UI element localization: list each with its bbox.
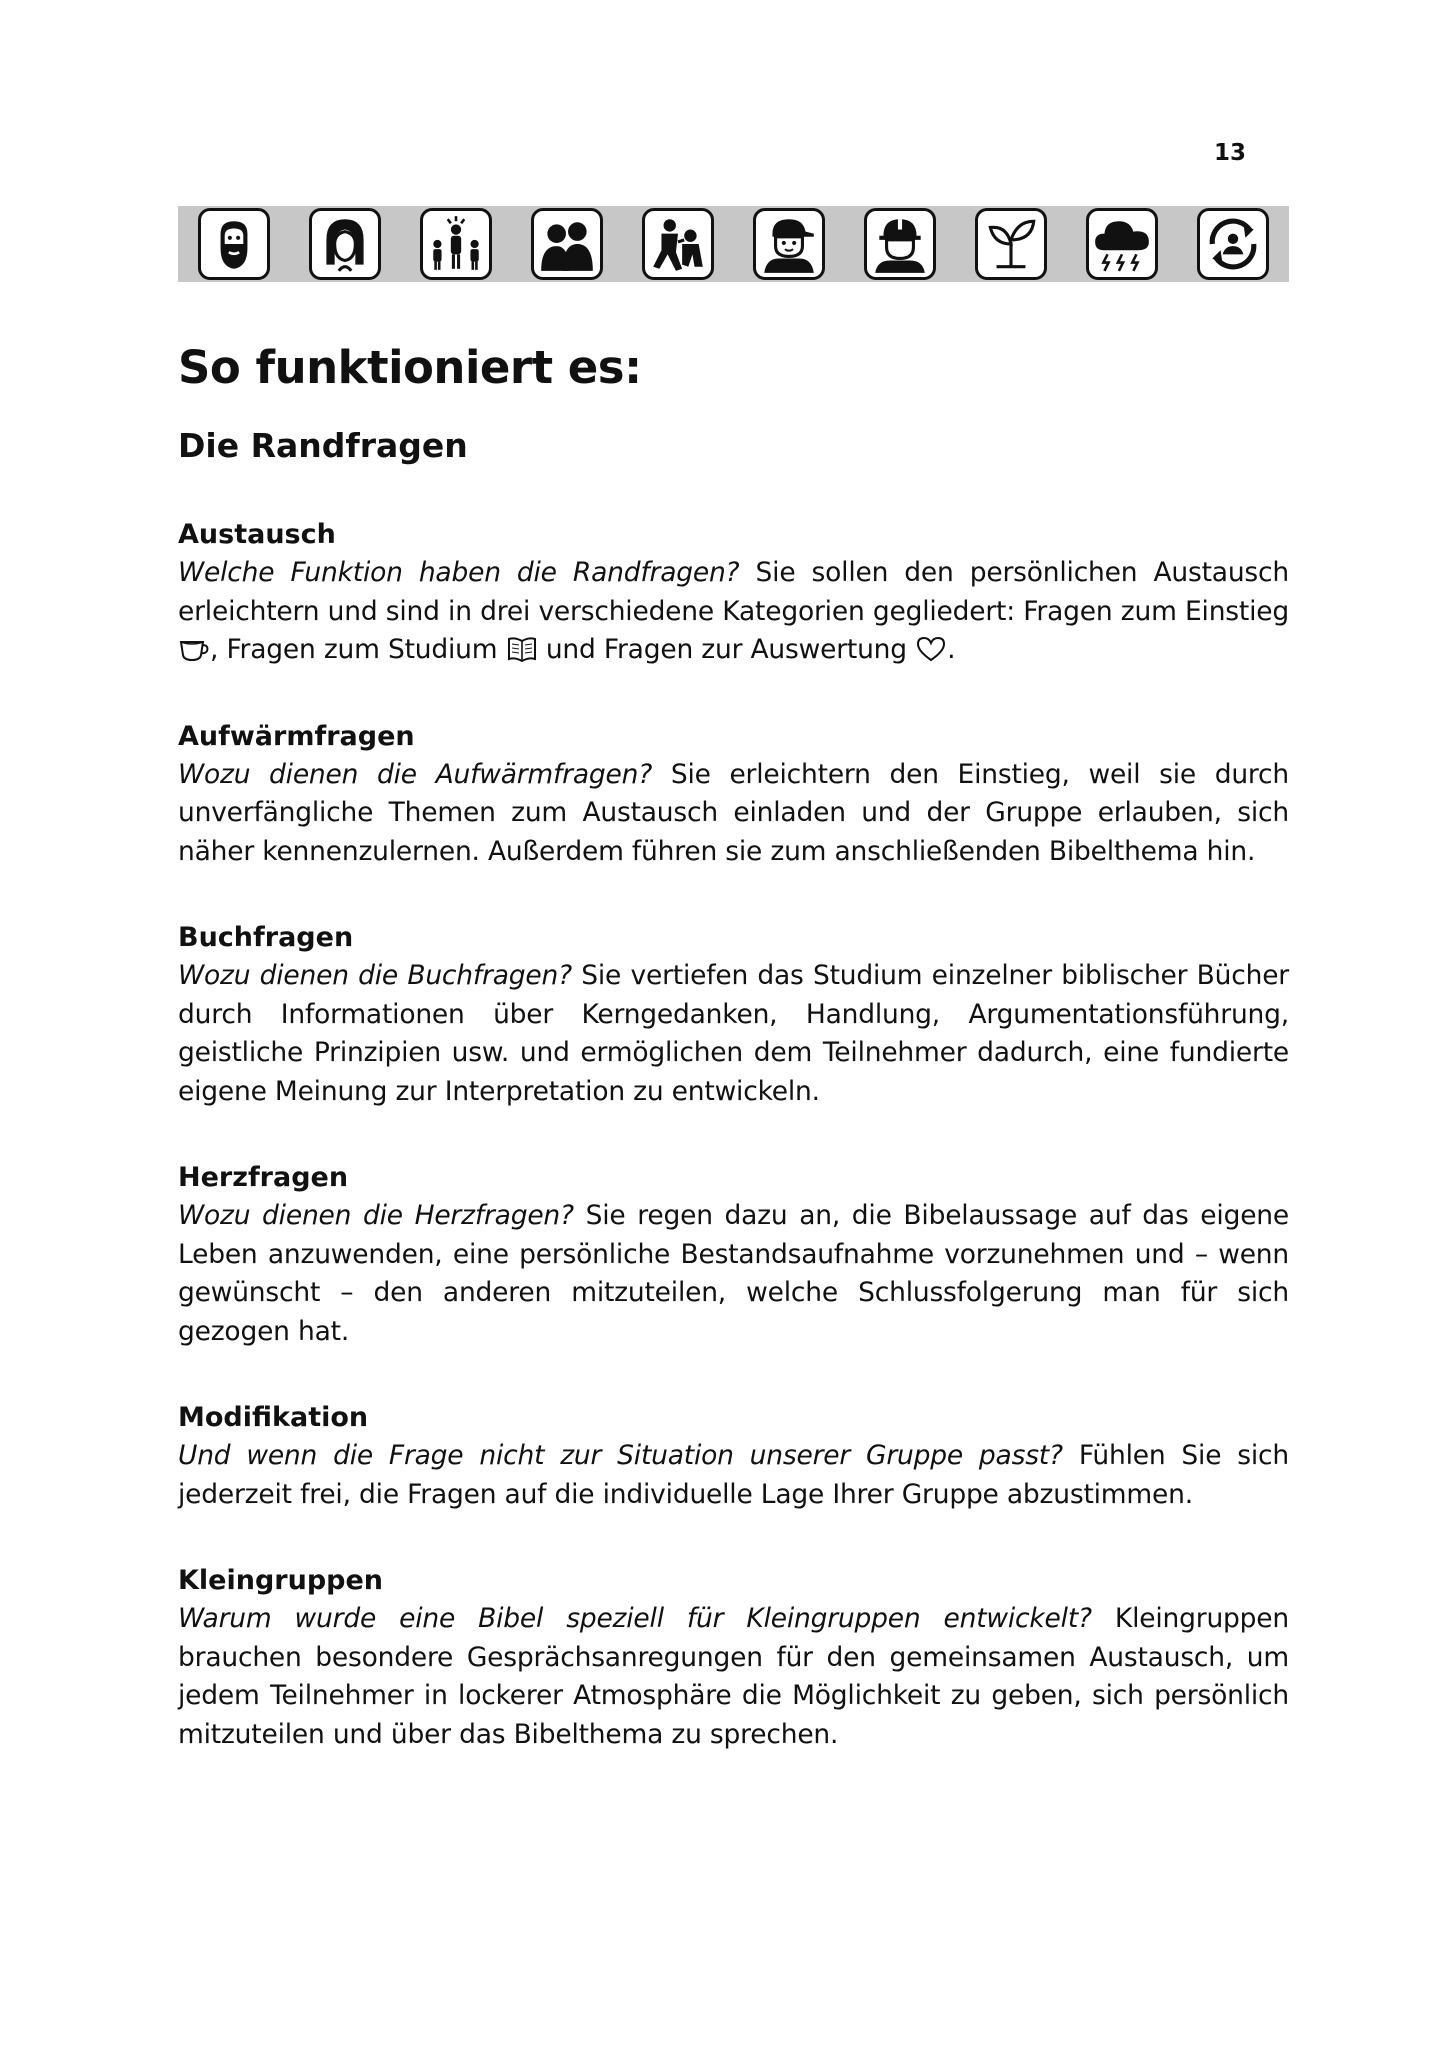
heart-icon	[915, 635, 947, 663]
woman-icon	[309, 208, 381, 280]
main-content	[178, 340, 1289, 1754]
section-heading: Herzfragen	[178, 1162, 349, 1193]
section-question: Und wenn die Frage nicht zur Situation unserer Gruppe passt?	[178, 1440, 1063, 1471]
section-question: Welche Funktion haben die Randfragen?	[178, 557, 740, 588]
section-text: .	[947, 634, 956, 665]
page-title: So funktioniert es:	[178, 341, 642, 394]
section-modifikation	[178, 1399, 1289, 1514]
section-buchfragen	[178, 919, 1289, 1111]
section-heading: Kleingruppen	[178, 1565, 384, 1596]
section-heading: Austausch	[178, 519, 336, 550]
coffee-cup-icon	[178, 635, 210, 663]
section-question: Wozu dienen die Buchfragen?	[178, 960, 572, 991]
section-body	[178, 756, 1289, 872]
section-text: , Fragen zum Studium	[210, 634, 506, 665]
section-question: Wozu dienen die Aufwärmfragen?	[178, 758, 653, 790]
storm-cloud-icon	[1086, 208, 1158, 280]
section-body	[178, 1437, 1289, 1514]
child-adult-icon	[642, 208, 714, 280]
section-aufwaermfragen	[178, 718, 1289, 872]
icon-band	[178, 206, 1289, 282]
section-heading: Aufwärmfragen	[178, 720, 415, 752]
section-question: Wozu dienen die Herzfragen?	[178, 1200, 574, 1231]
section-text: Sie regen dazu an, die Bibelaussage auf das eigene Leben anzuwenden, eine persönliche Bestandsaufnahme vorzunehmen und – wenn gewünscht – den anderen mitzuteilen, welche Schlussfolgerung man für sich gezogen hat.	[178, 1200, 1289, 1347]
section-text: Sie vertiefen das Studium einzelner biblischer Bücher durch Informationen über Kerngedanken, Handlung, Argumentationsführung, geistliche Prinzipien usw. und ermöglichen dem Teilnehmer dadurch, eine fundierte eigene Meinung zur Interpretation zu entwickeln.	[178, 960, 1290, 1107]
worker-helmet-icon	[864, 208, 936, 280]
boy-cap-icon	[753, 208, 825, 280]
section-heading: Modifikation	[178, 1402, 369, 1433]
section-body	[178, 554, 1289, 670]
sprout-icon	[975, 208, 1047, 280]
section-body	[178, 957, 1289, 1111]
cycle-person-icon	[1197, 208, 1269, 280]
page-number: 13	[1213, 140, 1246, 166]
section-heading: Buchfragen	[178, 922, 354, 953]
section-question: Warum wurde eine Bibel speziell für Kleingruppen entwickelt?	[178, 1603, 1092, 1634]
group-leader-icon	[420, 208, 492, 280]
open-book-icon	[506, 635, 538, 663]
section-text: Sie sollen den persönlichen Austausch erleichtern und sind in drei verschiedene Kategorien gegliedert: Fragen zum Einstieg	[178, 557, 1289, 627]
section-text: Kleingruppen brauchen besondere Gesprächsanregungen für den gemeinsamen Austausch, um jedem Teilnehmer in lockerer Atmosphäre die Möglichkeit zu geben, sich persönlich mitzuteilen und über das Bibelthema zu sprechen.	[178, 1603, 1289, 1750]
section-body	[178, 1197, 1289, 1351]
section-text: Sie erleichtern den Einstieg, weil sie durch unverfängliche Themen zum Austausch einladen und der Gruppe erlauben, sich näher kennenzulernen. Außerdem führen sie zum anschließenden Bibelthema hin.	[178, 758, 1289, 867]
section-text: Fühlen Sie sich jederzeit frei, die Fragen auf die individuelle Lage Ihrer Gruppe abzustimmen.	[178, 1440, 1289, 1510]
section-herzfragen	[178, 1159, 1289, 1351]
couple-icon	[531, 208, 603, 280]
section-kleingruppen	[178, 1562, 1289, 1754]
section-text: und Fragen zur Auswertung	[537, 634, 916, 665]
page-subtitle: Die Randfragen	[178, 426, 468, 465]
section-body	[178, 1600, 1289, 1754]
section-austausch	[178, 516, 1289, 670]
bearded-man-icon	[198, 208, 270, 280]
